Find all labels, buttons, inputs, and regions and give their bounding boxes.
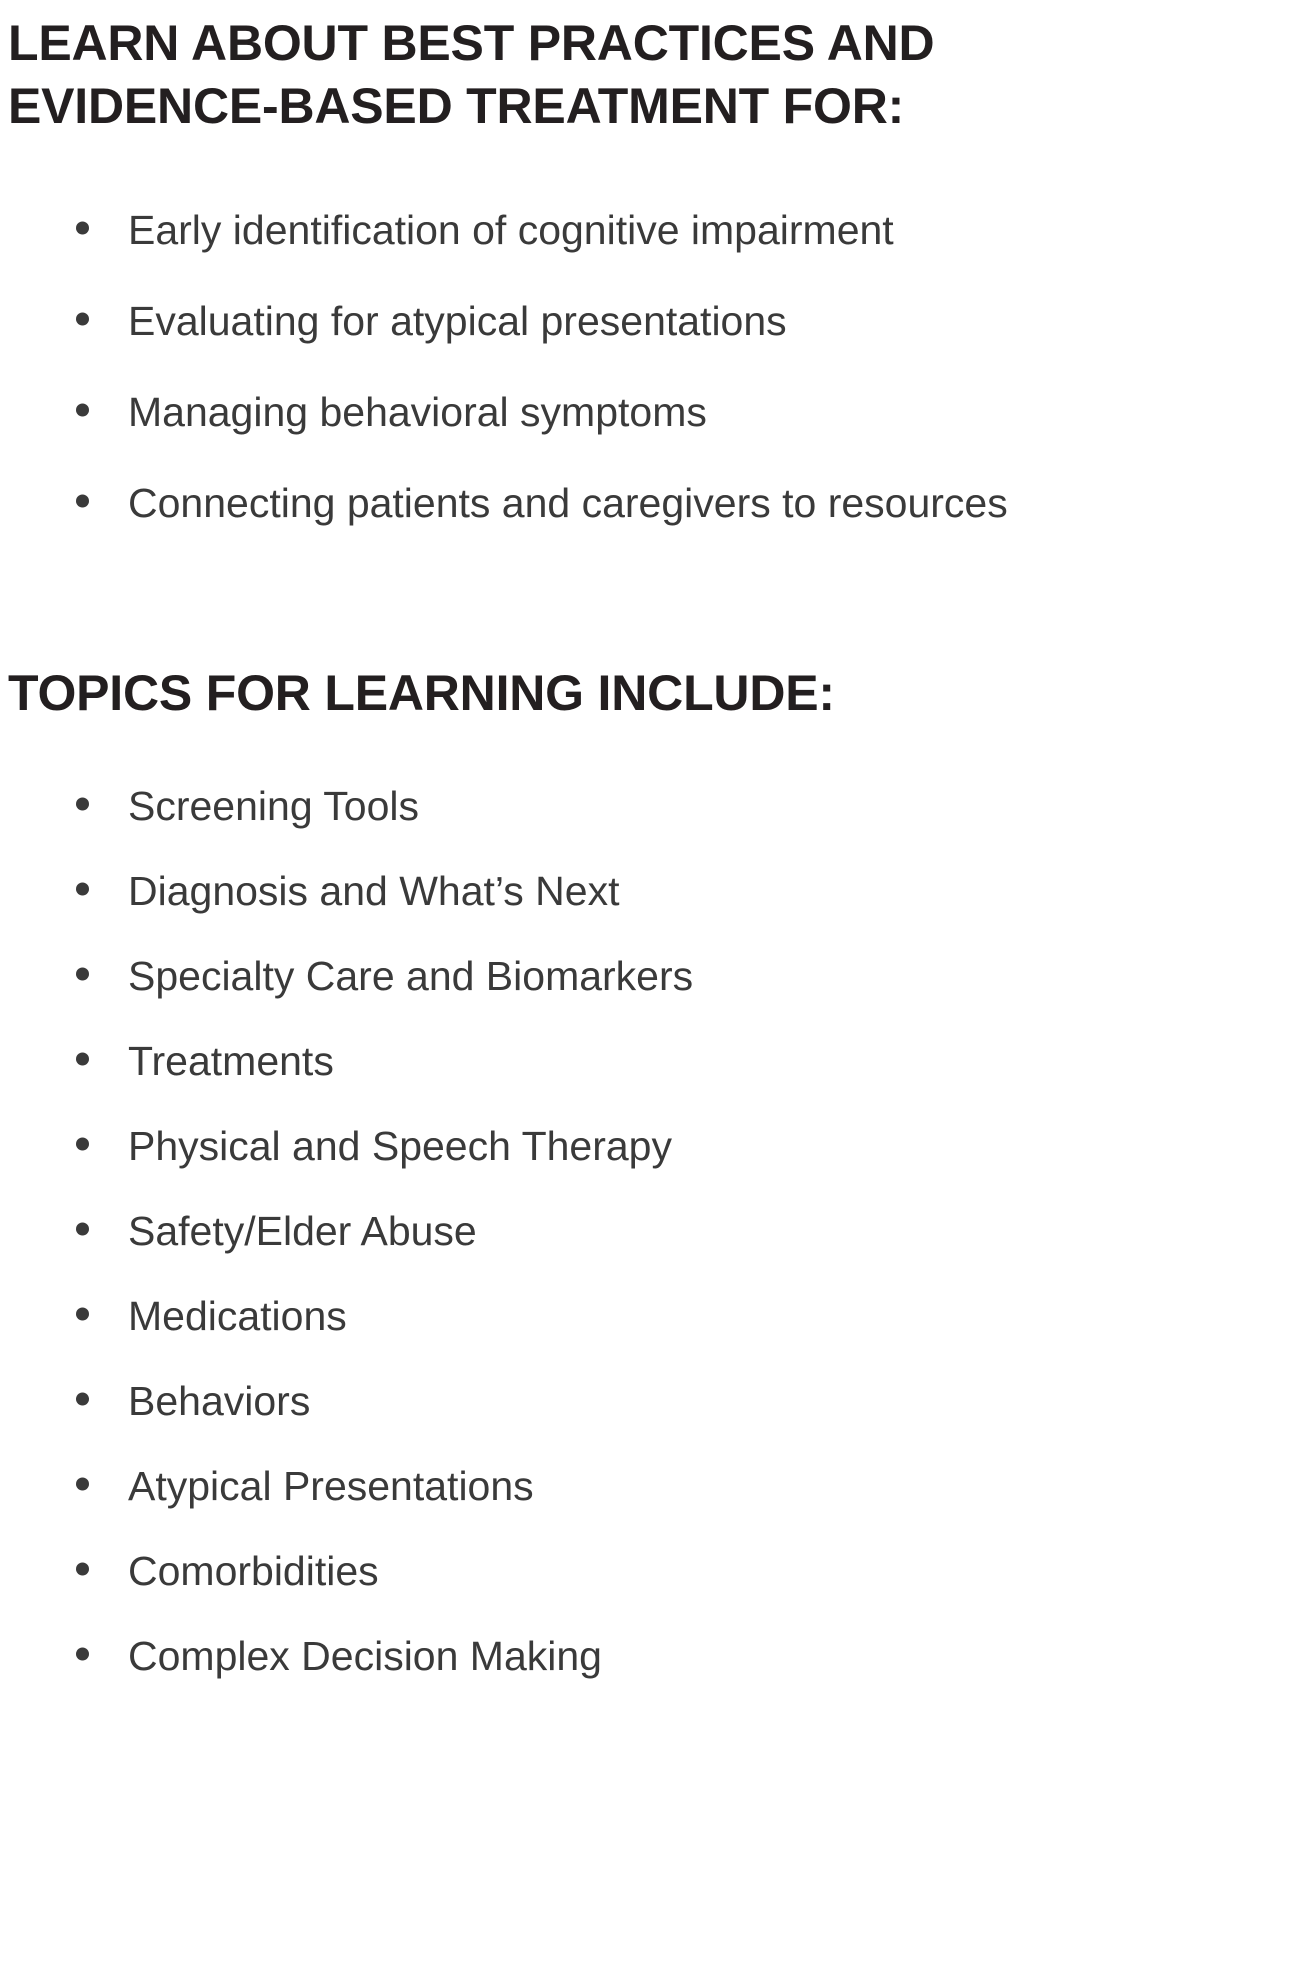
list-item-label: Comorbidities bbox=[128, 1547, 379, 1594]
bullet-icon bbox=[76, 1137, 89, 1150]
list-item-label: Managing behavioral symptoms bbox=[128, 388, 707, 435]
bullet-icon bbox=[76, 221, 89, 234]
list-item-label: Diagnosis and What’s Next bbox=[128, 867, 620, 914]
list-item-label: Complex Decision Making bbox=[128, 1632, 602, 1679]
bullet-icon bbox=[76, 967, 89, 980]
list-item bbox=[8, 1186, 1282, 1271]
bullet-icon bbox=[76, 1307, 89, 1320]
list-item-label: Physical and Speech Therapy bbox=[128, 1122, 672, 1169]
topics-heading bbox=[8, 662, 1282, 725]
list-item bbox=[8, 273, 1282, 364]
section-best-practices bbox=[8, 12, 1282, 546]
best-practices-list bbox=[8, 182, 1282, 546]
bullet-icon bbox=[76, 1477, 89, 1490]
list-item-label: Screening Tools bbox=[128, 782, 419, 829]
list-item bbox=[8, 364, 1282, 455]
bullet-icon bbox=[76, 1647, 89, 1660]
list-item-label: Evaluating for atypical presentations bbox=[128, 297, 787, 344]
list-item-label: Early identification of cognitive impairment bbox=[128, 206, 894, 253]
list-item-label: Behaviors bbox=[128, 1377, 311, 1424]
list-item-label: Specialty Care and Biomarkers bbox=[128, 952, 694, 999]
topics-list bbox=[8, 761, 1282, 1696]
list-item bbox=[8, 931, 1282, 1016]
list-item bbox=[8, 1101, 1282, 1186]
list-item-label: Connecting patients and caregivers to resources bbox=[128, 479, 1008, 526]
section-spacer bbox=[8, 546, 1282, 662]
page-title bbox=[8, 12, 1282, 138]
bullet-icon bbox=[76, 494, 89, 507]
list-item-label: Treatments bbox=[128, 1037, 334, 1084]
list-item bbox=[8, 1271, 1282, 1356]
section-topics bbox=[8, 662, 1282, 1696]
bullet-icon bbox=[76, 1222, 89, 1235]
list-item bbox=[8, 1526, 1282, 1611]
bullet-icon bbox=[76, 1562, 89, 1575]
list-item-label: Medications bbox=[128, 1292, 347, 1339]
list-item bbox=[8, 455, 1282, 546]
list-item bbox=[8, 1611, 1282, 1696]
heading-line: TOPICS FOR LEARNING INCLUDE: bbox=[8, 665, 835, 721]
list-item bbox=[8, 1356, 1282, 1441]
bullet-icon bbox=[76, 1052, 89, 1065]
list-item bbox=[8, 761, 1282, 846]
heading-line: LEARN ABOUT BEST PRACTICES AND bbox=[8, 15, 935, 71]
bullet-icon bbox=[76, 1392, 89, 1405]
list-item-label: Atypical Presentations bbox=[128, 1462, 534, 1509]
list-item bbox=[8, 1016, 1282, 1101]
list-item bbox=[8, 1441, 1282, 1526]
list-item bbox=[8, 182, 1282, 273]
list-item bbox=[8, 846, 1282, 931]
heading-line: EVIDENCE-BASED TREATMENT FOR: bbox=[8, 78, 905, 134]
bullet-icon bbox=[76, 797, 89, 810]
bullet-icon bbox=[76, 312, 89, 325]
list-item-label: Safety/Elder Abuse bbox=[128, 1207, 477, 1254]
bullet-icon bbox=[76, 403, 89, 416]
bullet-icon bbox=[76, 882, 89, 895]
